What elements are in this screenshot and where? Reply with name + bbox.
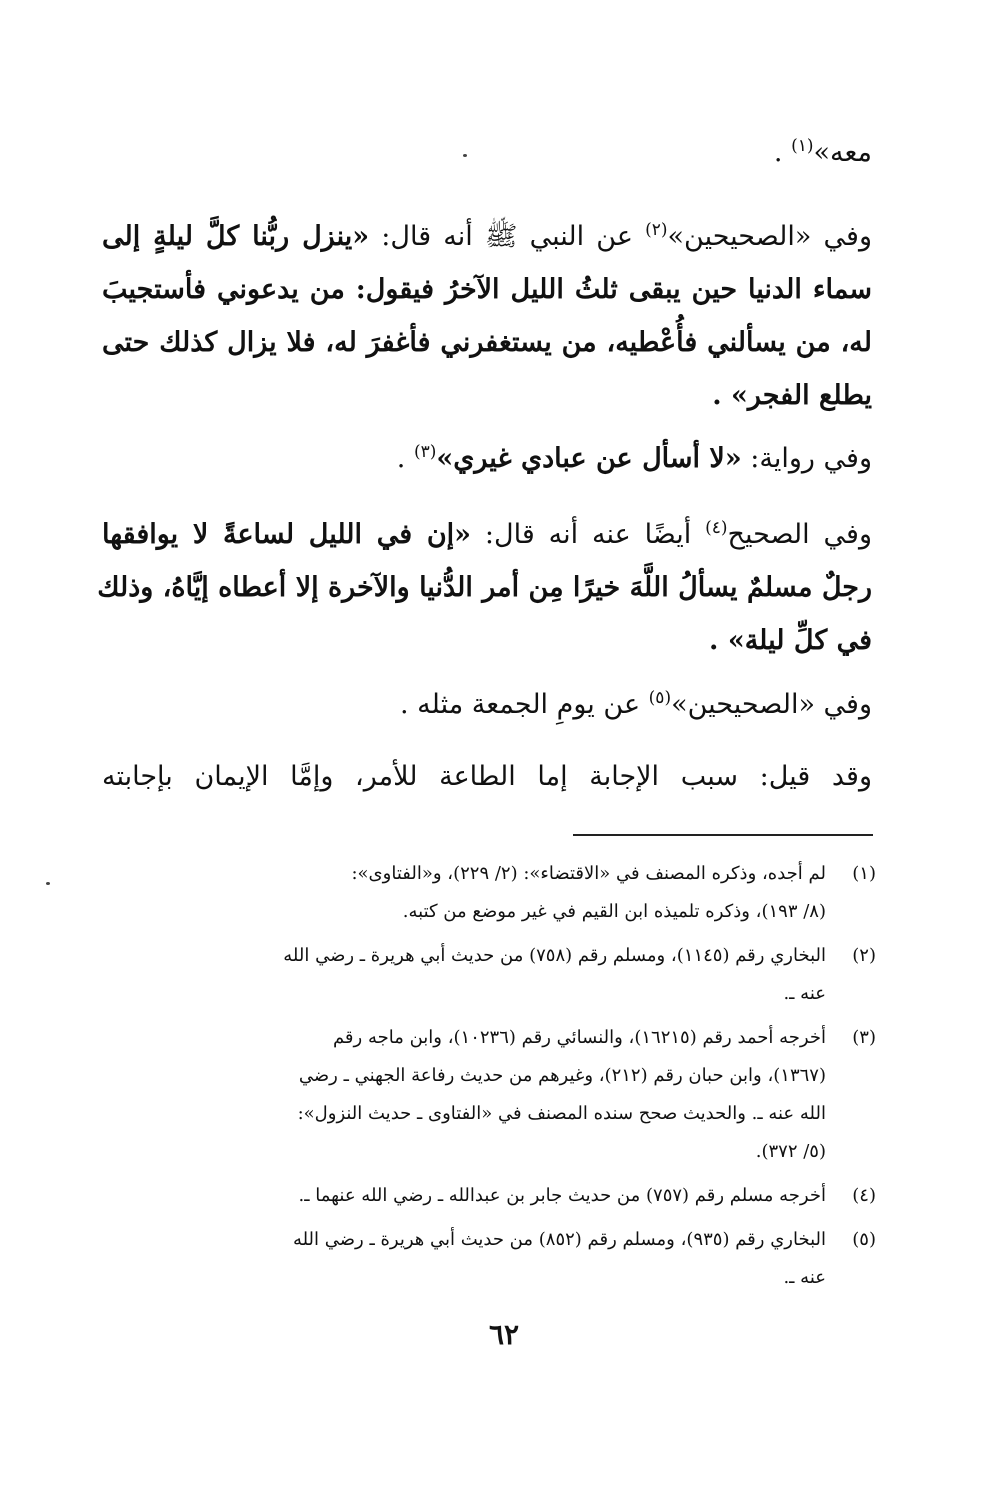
- footnote-line: عنه ـ.: [783, 983, 826, 1004]
- text-line: [102, 434, 872, 484]
- text-line: له، من يسألني فأُعْطيه، من يستغفرني فأغفرَ له، فلا يزال كذلك حتى: [102, 327, 872, 358]
- footnote-line: أخرجه أحمد رقم (١٦٢١٥)، والنسائي رقم (١٠٢٣٦)، وابن ماجه رقم: [332, 1027, 826, 1048]
- text-line: [102, 128, 872, 178]
- scan-speck: [463, 154, 467, 157]
- footnote-line: (١٣٦٧)، وابن حبان رقم (٢١٢)، وغيرهم من حديث رفاعة الجهني ـ رضي: [298, 1065, 826, 1086]
- footnote-line: أخرجه مسلم رقم (٧٥٧) من حديث جابر بن عبدالله ـ رضي الله عنهما ـ.: [298, 1185, 826, 1206]
- text-fragment: معه»: [813, 137, 872, 168]
- paragraph-riwaya: [102, 434, 872, 484]
- text-line: [102, 210, 872, 263]
- paragraph-hadith-saa: [97, 508, 872, 667]
- footnote-ref-5: (٥): [648, 688, 672, 708]
- footnote-line: لم أجده، وذكره المصنف في «الاقتضاء»: (٢/ ٢٢٩)، و«الفتاوى»:: [351, 863, 826, 884]
- text-fragment: وفي «الصحيحين»: [667, 221, 872, 252]
- text-line: في كلِّ ليلة» .: [709, 625, 872, 656]
- text-fragment: عن يومِ الجمعة مثله .: [400, 689, 649, 720]
- footnote-line: عنه ـ.: [783, 1267, 826, 1288]
- text-line: [102, 680, 872, 730]
- hadith-text: «لا أسأل عن عبادي غيري»: [436, 443, 742, 474]
- hadith-text: «إن في الليل لساعةً لا يوافقها: [102, 519, 472, 550]
- paragraph-jumua: [102, 680, 872, 730]
- text-fragment: وفي «الصحيحين»: [671, 689, 872, 720]
- text-fragment: وفي رواية:: [741, 443, 872, 474]
- footnote-number: (١): [852, 863, 876, 884]
- text-line: يطلع الفجر» .: [712, 380, 872, 411]
- paragraph-continuation: [102, 128, 872, 178]
- text-line: وقد قيل: سبب الإجابة إما الطاعة للأمر، وإمَّا الإيمان بإجابته: [102, 761, 872, 792]
- hadith-text: «ينزل ربُّنا كلَّ ليلةٍ إلى: [102, 221, 370, 252]
- scan-speck: [46, 882, 50, 885]
- footnote-number: (٢): [852, 945, 876, 966]
- paragraph-ijaba: [102, 752, 872, 802]
- footnote-line: البخاري رقم (١١٤٥)، ومسلم رقم (٧٥٨) من حديث أبي هريرة ـ رضي الله: [283, 945, 826, 966]
- footnote-number: (٣): [852, 1027, 876, 1048]
- footnote-separator: [573, 834, 873, 836]
- footnote-line: الله عنه ـ. والحديث صحح سنده المصنف في «الفتاوى ـ حديث النزول»:: [297, 1103, 826, 1124]
- footnote-5: [96, 1221, 876, 1297]
- footnote-ref-4: (٤): [705, 518, 728, 538]
- footnote-3: [96, 1019, 876, 1171]
- text-line: [102, 508, 872, 561]
- text-line: رجلٌ مسلمٌ يسألُ اللَّهَ خيرًا مِن أمر الدُّنيا والآخرة إلا أعطاه إيَّاهُ، وذلك: [97, 572, 872, 603]
- page-number: ٦٢: [488, 1318, 520, 1351]
- text-fragment: .: [773, 137, 792, 168]
- footnote-ref-1: (١): [791, 136, 814, 156]
- footnote-number: (٥): [852, 1229, 876, 1250]
- footnote-ref-3: (٣): [413, 442, 437, 462]
- footnote-number: (٤): [852, 1185, 876, 1206]
- footnote-line: (٨/ ١٩٣)، وذكره تلميذه ابن القيم في غير موضع من كتبه.: [402, 901, 826, 922]
- footnote-line: (٥/ ٣٧٢).: [755, 1141, 826, 1162]
- footnote-line: البخاري رقم (٩٣٥)، ومسلم رقم (٨٥٢) من حديث أبي هريرة ـ رضي الله: [292, 1229, 826, 1250]
- text-fragment: وفي الصحيح: [727, 519, 872, 550]
- text-fragment: عن النبي ﷺ أنه قال:: [369, 221, 646, 252]
- footnote-ref-2: (٢): [645, 220, 668, 240]
- footnote-4: [96, 1177, 876, 1215]
- paragraph-hadith-nuzul: [102, 210, 872, 422]
- text-fragment: أيضًا عنه أنه قال:: [471, 519, 706, 550]
- footnote-1: [96, 855, 876, 931]
- footnotes: [96, 855, 876, 1303]
- text-fragment: .: [396, 443, 414, 474]
- text-line: سماء الدنيا حين يبقى ثلثُ الليل الآخرُ فيقول: من يدعوني فأستجيبَ: [102, 274, 872, 305]
- footnote-2: [96, 937, 876, 1013]
